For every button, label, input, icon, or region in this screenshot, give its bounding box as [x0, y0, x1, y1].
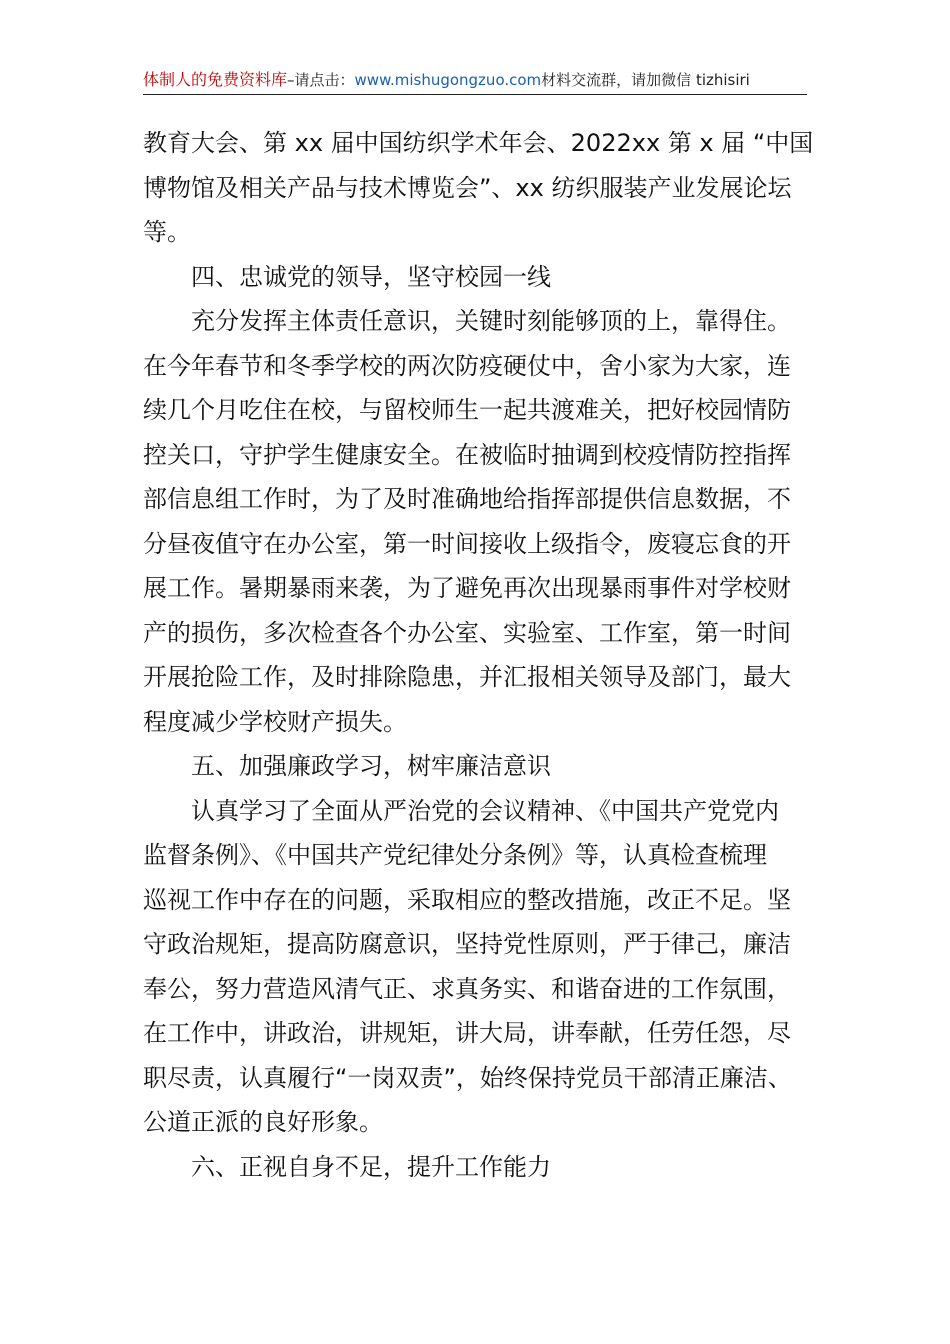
paragraph-line: 守政治规矩，提高防腐意识，坚持党性原则，严于律己，廉洁 — [143, 930, 791, 958]
paragraph-line: 奉公，努力营造风清气正、求真务实、和谐奋进的工作氛围， — [143, 974, 791, 1003]
paragraph-line: 教育大会、第 xx 届中国纺织学术年会、2022xx 第 x 届 “中国 — [143, 129, 814, 157]
paragraph-line: 监督条例》、《中国共产党纪律处分条例》等，认真检查梳理 — [143, 841, 767, 869]
paragraph-line: 续几个月吃住在校，与留校师生一起共渡难关，把好校园情防 — [143, 396, 791, 424]
page-header — [143, 68, 807, 95]
paragraph-line: 博物馆及相关产品与技术博览会”、xx 纺织服装产业发展论坛 — [143, 173, 792, 202]
paragraph-line: 开展抢险工作，及时排除隐患，并汇报相关领导及部门，最大 — [143, 663, 791, 691]
paragraph-line: 职尽责，认真履行“一岗双责”，始终保持党员干部清正廉洁、 — [143, 1063, 792, 1092]
section-heading: 四、忠诚党的领导，坚守校园一线 — [191, 262, 551, 291]
section-heading: 五、加强廉政学习，树牢廉洁意识 — [191, 752, 551, 780]
paragraph-line: 产的损伤，多次检查各个办公室、实验室、工作室，第一时间 — [143, 618, 791, 647]
paragraph-line: 部信息组工作时，为了及时准确地给指挥部提供信息数据，不 — [143, 485, 791, 513]
paragraph-line: 控关口，守护学生健康安全。在被临时抽调到校疫情防控指挥 — [143, 440, 791, 469]
paragraph-line: 认真学习了全面从严治党的会议精神、《中国共产党党内 — [191, 796, 779, 825]
header-prompt: –请点击： — [287, 71, 355, 89]
header-site-name: 体制人的免费资料库 — [143, 70, 288, 89]
paragraph-line: 在今年春节和冬季学校的两次防疫硬仗中，舍小家为大家，连 — [143, 351, 791, 380]
paragraph-line: 在工作中，讲政治，讲规矩，讲大局，讲奉献，任劳任怨，尽 — [143, 1019, 791, 1047]
document-body — [143, 121, 814, 1189]
paragraph-line: 充分发挥主体责任意识，关键时刻能够顶的上，靠得住。 — [191, 307, 791, 335]
paragraph-line: 分昼夜值守在办公室，第一时间接收上级指令，废寝忘食的开 — [143, 529, 791, 558]
paragraph-line: 公道正派的良好形象。 — [143, 1108, 383, 1136]
header-url-link[interactable]: www.mishugongzuo.com — [354, 71, 542, 89]
paragraph-line: 等。 — [143, 218, 191, 246]
paragraph-line: 程度减少学校财产损失。 — [143, 707, 407, 736]
paragraph-line: 展工作。暑期暴雨来袭，为了避免再次出现暴雨事件对学校财 — [143, 574, 791, 602]
paragraph-line: 巡视工作中存在的问题，采取相应的整改措施，改正不足。坚 — [143, 885, 791, 914]
header-note: 材料交流群，请加微信 tizhisiri — [541, 71, 750, 89]
section-heading: 六、正视自身不足，提升工作能力 — [191, 1152, 551, 1181]
